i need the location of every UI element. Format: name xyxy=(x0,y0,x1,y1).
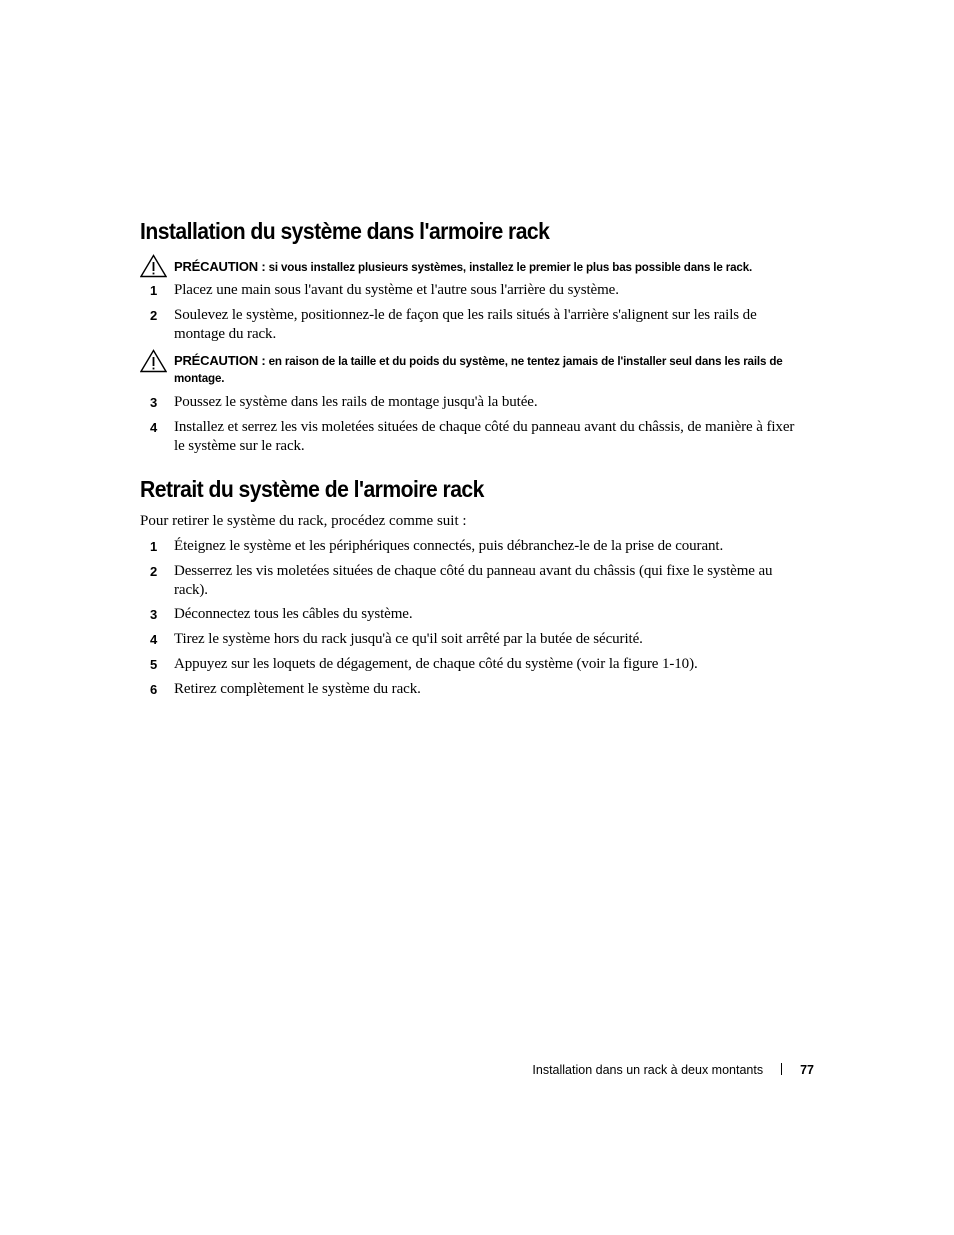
page-footer xyxy=(532,1060,814,1080)
step-text: Installez et serrez les vis moletées situées de chaque côté du panneau avant du châssis, de manière à fixer le système sur le rack. xyxy=(174,419,795,454)
step-number: 1 xyxy=(150,539,158,554)
caution-text-1 xyxy=(174,258,814,276)
step-text: Éteignez le système et les périphériques connectés, puis débranchez-le de la prise de courant. xyxy=(174,538,724,554)
step-text: Tirez le système hors du rack jusqu'à ce qu'il soit arrêté par la butée de sécurité. xyxy=(174,631,643,647)
caution-text-2 xyxy=(174,352,814,387)
section-title-retrait: Retrait du système de l'armoire rack xyxy=(140,476,484,502)
step-number: 3 xyxy=(150,395,158,410)
caution-body: en raison de la taille et du poids du système, ne tentez jamais de l'installer seul dans les rails de montage. xyxy=(174,355,783,385)
step-text: Soulevez le système, positionnez-le de façon que les rails situés à l'arrière s'alignent sur les rails de montage du rack. xyxy=(174,307,757,342)
step-number: 3 xyxy=(150,607,158,622)
warning-triangle-icon xyxy=(140,349,167,373)
step-number: 4 xyxy=(150,632,158,647)
step-number: 1 xyxy=(150,283,158,298)
caution-label: PRÉCAUTION : xyxy=(174,353,266,368)
step-text: Poussez le système dans les rails de montage jusqu'à la butée. xyxy=(174,394,538,410)
step-number: 6 xyxy=(150,682,158,697)
step-text: Retirez complètement le système du rack. xyxy=(174,681,421,697)
caution-label: PRÉCAUTION : xyxy=(174,259,266,274)
step-number: 5 xyxy=(150,657,158,672)
step-text: Déconnectez tous les câbles du système. xyxy=(174,606,413,622)
footer-chapter-title: Installation dans un rack à deux montants xyxy=(532,1063,764,1077)
step-number: 2 xyxy=(150,564,158,579)
caution-body: si vous installez plusieurs systèmes, installez le premier le plus bas possible dans le rack. xyxy=(265,261,753,274)
step-text: Placez une main sous l'avant du système et l'autre sous l'arrière du système. xyxy=(174,282,619,298)
step-number: 4 xyxy=(150,420,158,435)
section-title-installation: Installation du système dans l'armoire rack xyxy=(140,218,550,244)
warning-triangle-icon xyxy=(140,254,167,278)
step-text: Desserrez les vis moletées situées de chaque côté du panneau avant du châssis (qui fixe le système au rack). xyxy=(174,563,773,598)
step-number: 2 xyxy=(150,308,158,323)
intro-paragraph: Pour retirer le système du rack, procédez comme suit : xyxy=(140,513,467,529)
page-number: 77 xyxy=(800,1063,814,1077)
footer-separator xyxy=(781,1063,782,1075)
step-text: Appuyez sur les loquets de dégagement, de chaque côté du système (voir la figure 1-10). xyxy=(174,656,698,672)
